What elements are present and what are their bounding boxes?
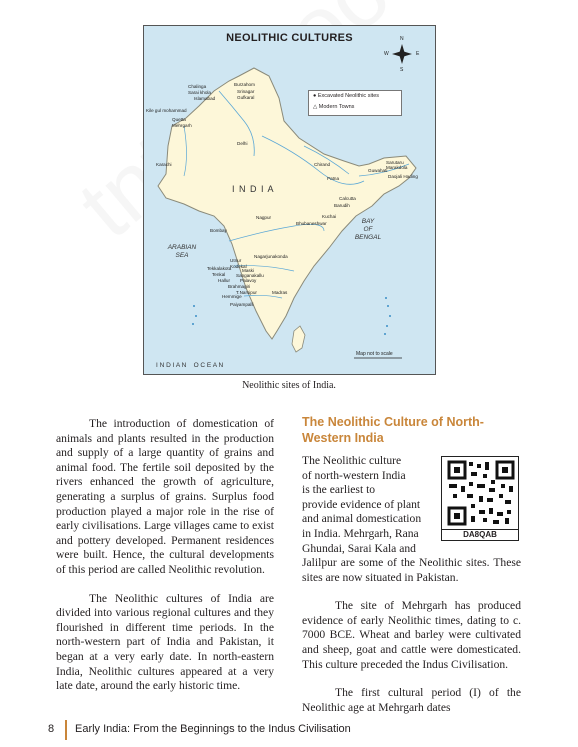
site-label: Tekkalakota xyxy=(207,266,232,271)
site-label: Patna xyxy=(327,176,340,181)
compass-rose xyxy=(392,44,412,64)
map-title: NEOLITHIC CULTURES xyxy=(226,32,353,44)
text-line: Ghundai, Sarai Kala and xyxy=(302,541,416,555)
right-column-wrap xyxy=(302,454,438,556)
site-label: Madras xyxy=(272,290,288,295)
site-label: Chalinga xyxy=(188,84,207,89)
site-label: Karachi xyxy=(156,162,172,167)
site-label: Sanganakallu xyxy=(236,273,264,278)
indian-ocean-label: I N D I A N O C E A N xyxy=(156,362,224,369)
footer-title: Early India: From the Beginnings to the Indus Civilisation xyxy=(75,723,351,735)
text-line: of north-western India xyxy=(302,468,406,482)
compass-s: S xyxy=(400,67,404,73)
site-label: Delhi xyxy=(237,141,248,146)
figure-caption: Neolithic sites of India. xyxy=(242,380,336,391)
site-label: Paiyampalli xyxy=(230,302,254,307)
site-label: Hallur xyxy=(218,278,230,283)
site-label: T.Narsipur xyxy=(236,290,257,295)
site-label: Kodekal xyxy=(230,264,247,269)
map-scale-note: Map not to scale xyxy=(356,351,393,357)
site-label: Islamabad xyxy=(194,96,216,101)
qr-code-label: DA8QAB xyxy=(441,529,519,541)
site-label: Bhubaneshwar xyxy=(296,221,327,226)
site-label: Gufkaral xyxy=(237,95,255,100)
paragraph: The site of Mehrgarh has produced evidence of early Neolithic times, dating to c. 7000 BCE. Wheat and barley were cultivated and sheep, goat and cattle were domesticated. This culture preceded the Indus Civilisation. xyxy=(302,599,521,671)
left-column xyxy=(56,417,274,694)
site-label: Hemmige xyxy=(222,294,242,299)
legend-modern: Modern Towns xyxy=(318,104,355,110)
site-label: Utnur xyxy=(230,258,242,263)
site-label: Kuchai xyxy=(322,214,337,219)
section-heading: The Neolithic Culture of North-Western India xyxy=(302,415,484,445)
page-number: 8 xyxy=(48,723,55,735)
site-label: Marakdola xyxy=(386,165,408,170)
text-line: The Neolithic culture xyxy=(302,454,402,467)
site-label: Mehrgarh xyxy=(172,123,192,128)
site-label: Bombay xyxy=(210,228,227,233)
site-label: Sarai khola xyxy=(188,90,211,95)
text-line: is the earliest to xyxy=(302,483,376,497)
site-label: Srinagar xyxy=(237,89,255,94)
compass-e: E xyxy=(416,51,420,57)
map-legend: ● Excavated Neolithic sites △ Modern Towns xyxy=(308,90,402,116)
footer-divider xyxy=(65,720,67,740)
site-label: Chirand xyxy=(314,162,331,167)
site-label: Guwahati xyxy=(368,168,388,173)
site-label: Sarutaru xyxy=(386,160,404,165)
india-outline xyxy=(144,26,436,375)
qr-code[interactable] xyxy=(441,456,519,541)
site-label: Nagarjunakonda xyxy=(254,254,288,259)
site-label: Brahmagiri xyxy=(228,284,251,289)
neolithic-map xyxy=(143,25,436,375)
compass-n: N xyxy=(400,36,404,42)
site-label: Tenkal xyxy=(212,272,226,277)
site-label: Kile gul mohammad xyxy=(146,108,187,113)
site-label: Nagpur xyxy=(256,215,272,220)
legend-excavated: Excavated Neolithic sites xyxy=(317,93,379,99)
paragraph: The Neolithic cultures of India are divided into various regional cultures and they flourished in different time periods. In the north-western part of India and Pakistan, it began at a very early date. In north-eastern India, Neolithic cultures appeared at a very late date, around the early historic time. xyxy=(56,591,274,693)
site-label: Burzahom xyxy=(234,82,255,87)
site-label: Daojali Hading xyxy=(388,174,418,179)
site-label: Maski xyxy=(242,268,254,273)
page-footer xyxy=(0,718,578,740)
text-line: in India. Mehrgarh, Rana xyxy=(302,526,419,540)
compass-w: W xyxy=(384,51,389,57)
arabian-sea-label: ARABIAN SEA xyxy=(167,244,197,259)
right-column xyxy=(302,556,521,715)
paragraph: The introduction of domestication of animals and plants resulted in the production and supply of a large quantity of grains and animal food. The fertile soil deposited by the rivers enhanced the growth of agriculture, generating a surplus of grains. Surplus food production played a major role in the rise of early civilisations. Large villages came to exist and pottery developed. Permanent residences were built. Hence, the cultural developments of this period are called Neolithic revolution. xyxy=(56,417,274,576)
paragraph: Jalilpur are some of the Neolithic sites. These sites are now situated in Pakistan. xyxy=(302,556,521,584)
site-label: Barudih xyxy=(334,203,350,208)
qr-pattern xyxy=(443,458,519,530)
india-label: I N D I A xyxy=(232,184,275,194)
text-line: provide evidence of plant xyxy=(302,497,421,511)
site-label: Quetta xyxy=(172,117,186,122)
bay-of-bengal-label: BAY OF BENGAL xyxy=(354,218,382,241)
paragraph: The first cultural period (I) of the Neolithic age at Mehrgarh dates xyxy=(302,686,521,714)
site-label: Calcutta xyxy=(339,196,356,201)
text-line: and animal domestication xyxy=(302,512,422,526)
site-label: Palavoy xyxy=(240,278,257,283)
